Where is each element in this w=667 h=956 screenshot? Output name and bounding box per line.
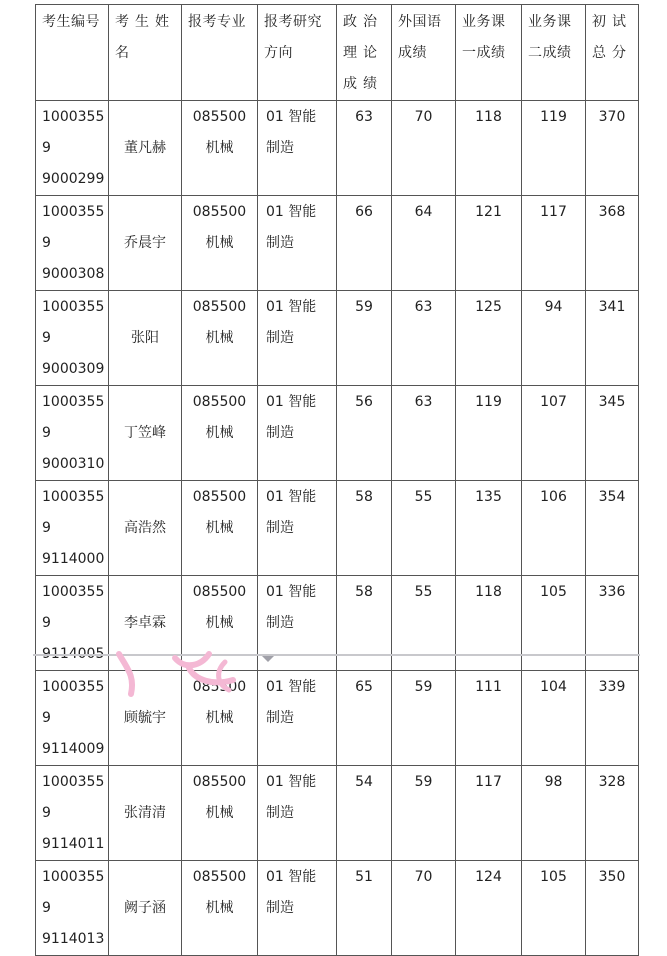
research-direction-cell xyxy=(258,861,337,956)
politics-score-cell: 58 xyxy=(337,481,392,576)
course2-score-cell: 105 xyxy=(522,576,586,671)
major-name: 机械 xyxy=(205,235,234,251)
candidate-name-cell: 张阳 xyxy=(109,291,182,386)
pink-swirl-logo-icon xyxy=(105,650,275,698)
table-row xyxy=(36,861,639,956)
course2-score-cell: 98 xyxy=(522,766,586,861)
candidate-id-line: 10003559 xyxy=(42,489,105,536)
direction-line: 01 智能 xyxy=(266,584,317,600)
candidate-id-cell xyxy=(36,386,109,481)
score-table xyxy=(35,4,639,956)
course2-score-cell: 117 xyxy=(522,196,586,291)
header-course1-score: 业务课一成绩 xyxy=(456,5,522,101)
candidate-id-line: 9114000 xyxy=(42,551,105,567)
candidate-id-line: 9114011 xyxy=(42,836,105,852)
total-score-cell: 328 xyxy=(586,766,639,861)
course2-score-cell: 104 xyxy=(522,671,586,766)
research-direction-cell xyxy=(258,101,337,196)
table-row xyxy=(36,101,639,196)
candidate-name-cell: 董凡赫 xyxy=(109,101,182,196)
table-body xyxy=(36,101,639,956)
research-direction-cell xyxy=(258,386,337,481)
major-name: 机械 xyxy=(205,900,234,916)
candidate-id-line: 10003559 xyxy=(42,299,105,346)
language-score-cell: 59 xyxy=(392,766,456,861)
language-score-cell: 70 xyxy=(392,861,456,956)
major-name: 机械 xyxy=(205,330,234,346)
candidate-id-line: 10003559 xyxy=(42,679,105,726)
total-score-cell: 370 xyxy=(586,101,639,196)
candidate-id-line: 10003559 xyxy=(42,394,105,441)
candidate-id-line: 9114009 xyxy=(42,741,105,757)
course2-score-cell: 94 xyxy=(522,291,586,386)
major-code: 085500 xyxy=(192,394,247,410)
candidate-name-cell: 高浩然 xyxy=(109,481,182,576)
major-code: 085500 xyxy=(192,774,247,790)
table-row xyxy=(36,386,639,481)
direction-line: 01 智能 xyxy=(266,679,317,695)
research-direction-cell xyxy=(258,766,337,861)
language-score-cell: 64 xyxy=(392,196,456,291)
major-code: 085500 xyxy=(192,299,247,315)
candidate-id-line: 9000308 xyxy=(42,266,105,282)
direction-line: 01 智能 xyxy=(266,109,317,125)
course2-score-cell: 106 xyxy=(522,481,586,576)
course1-score-cell: 118 xyxy=(456,576,522,671)
total-score-cell: 341 xyxy=(586,291,639,386)
politics-score-cell: 63 xyxy=(337,101,392,196)
course1-score-cell: 121 xyxy=(456,196,522,291)
candidate-id-cell xyxy=(36,101,109,196)
major-cell xyxy=(182,101,258,196)
major-cell xyxy=(182,386,258,481)
direction-line: 01 智能 xyxy=(266,869,317,885)
major-code: 085500 xyxy=(192,584,247,600)
politics-score-cell: 66 xyxy=(337,196,392,291)
course1-score-cell: 125 xyxy=(456,291,522,386)
politics-score-cell: 65 xyxy=(337,671,392,766)
politics-score-cell: 51 xyxy=(337,861,392,956)
course1-score-cell: 135 xyxy=(456,481,522,576)
language-score-cell: 55 xyxy=(392,576,456,671)
direction-line: 制造 xyxy=(266,520,294,536)
major-code: 085500 xyxy=(192,489,247,505)
major-name: 机械 xyxy=(205,615,234,631)
direction-line: 制造 xyxy=(266,710,294,726)
course1-score-cell: 117 xyxy=(456,766,522,861)
header-major: 报考专业 xyxy=(182,5,258,101)
table-header-row xyxy=(36,5,639,101)
header-total-score: 初试总分 xyxy=(586,5,639,101)
header-language-score: 外国语成绩 xyxy=(392,5,456,101)
course2-score-cell: 105 xyxy=(522,861,586,956)
direction-line: 制造 xyxy=(266,425,294,441)
header-candidate-name: 考生姓名 xyxy=(109,5,182,101)
table-row xyxy=(36,196,639,291)
total-score-cell: 368 xyxy=(586,196,639,291)
research-direction-cell xyxy=(258,291,337,386)
candidate-id-cell xyxy=(36,576,109,671)
politics-score-cell: 59 xyxy=(337,291,392,386)
candidate-id-line: 10003559 xyxy=(42,774,105,821)
politics-score-cell: 54 xyxy=(337,766,392,861)
research-direction-cell xyxy=(258,196,337,291)
direction-line: 制造 xyxy=(266,140,294,156)
candidate-id-line: 9114005 xyxy=(42,646,105,662)
major-code: 085500 xyxy=(192,204,247,220)
total-score-cell: 339 xyxy=(586,671,639,766)
candidate-name-cell: 乔晨宇 xyxy=(109,196,182,291)
major-name: 机械 xyxy=(205,710,234,726)
direction-line: 01 智能 xyxy=(266,204,317,220)
language-score-cell: 59 xyxy=(392,671,456,766)
total-score-cell: 350 xyxy=(586,861,639,956)
direction-line: 01 智能 xyxy=(266,299,317,315)
major-cell xyxy=(182,861,258,956)
direction-line: 制造 xyxy=(266,900,294,916)
major-code: 085500 xyxy=(192,869,247,885)
politics-score-cell: 58 xyxy=(337,576,392,671)
candidate-id-cell xyxy=(36,196,109,291)
course2-score-cell: 119 xyxy=(522,101,586,196)
major-name: 机械 xyxy=(205,520,234,536)
language-score-cell: 63 xyxy=(392,291,456,386)
candidate-id-line: 10003559 xyxy=(42,869,105,916)
major-cell xyxy=(182,481,258,576)
candidate-id-line: 9000309 xyxy=(42,361,105,377)
major-name: 机械 xyxy=(205,425,234,441)
table-row xyxy=(36,291,639,386)
major-cell xyxy=(182,291,258,386)
candidate-id-cell xyxy=(36,291,109,386)
total-score-cell: 345 xyxy=(586,386,639,481)
direction-line: 01 智能 xyxy=(266,774,317,790)
course1-score-cell: 119 xyxy=(456,386,522,481)
header-research-direction: 报考研究方向 xyxy=(258,5,337,101)
politics-score-cell: 56 xyxy=(337,386,392,481)
candidate-id-line: 9114013 xyxy=(42,931,105,947)
candidate-id-line: 10003559 xyxy=(42,584,105,631)
candidate-id-line: 10003559 xyxy=(42,204,105,251)
direction-line: 制造 xyxy=(266,330,294,346)
table-row xyxy=(36,481,639,576)
candidate-id-line: 9000310 xyxy=(42,456,105,472)
table-row xyxy=(36,766,639,861)
candidate-id-cell xyxy=(36,766,109,861)
language-score-cell: 70 xyxy=(392,101,456,196)
direction-line: 制造 xyxy=(266,615,294,631)
candidate-name-cell: 张清清 xyxy=(109,766,182,861)
course1-score-cell: 118 xyxy=(456,101,522,196)
candidate-id-line: 9000299 xyxy=(42,171,105,187)
major-code: 085500 xyxy=(192,679,247,695)
course1-score-cell: 111 xyxy=(456,671,522,766)
major-cell xyxy=(182,196,258,291)
major-code: 085500 xyxy=(192,109,247,125)
header-course2-score: 业务课二成绩 xyxy=(522,5,586,101)
candidate-name-cell: 丁笠峰 xyxy=(109,386,182,481)
direction-line: 01 智能 xyxy=(266,489,317,505)
language-score-cell: 55 xyxy=(392,481,456,576)
header-candidate-id: 考生编号 xyxy=(36,5,109,101)
direction-line: 制造 xyxy=(266,235,294,251)
research-direction-cell xyxy=(258,481,337,576)
course2-score-cell: 107 xyxy=(522,386,586,481)
course1-score-cell: 124 xyxy=(456,861,522,956)
language-score-cell: 63 xyxy=(392,386,456,481)
direction-line: 制造 xyxy=(266,805,294,821)
candidate-id-cell xyxy=(36,671,109,766)
major-name: 机械 xyxy=(205,140,234,156)
candidate-name-cell: 阙子涵 xyxy=(109,861,182,956)
major-cell xyxy=(182,766,258,861)
major-name: 机械 xyxy=(205,805,234,821)
candidate-id-cell xyxy=(36,861,109,956)
candidate-id-cell xyxy=(36,481,109,576)
header-politics-score: 政治理论成绩 xyxy=(337,5,392,101)
candidate-name-cell: 李卓霖 xyxy=(109,576,182,671)
candidate-name-cell: 顾毓宇 xyxy=(109,671,182,766)
total-score-cell: 354 xyxy=(586,481,639,576)
candidate-id-line: 10003559 xyxy=(42,109,105,156)
total-score-cell: 336 xyxy=(586,576,639,671)
direction-line: 01 智能 xyxy=(266,394,317,410)
